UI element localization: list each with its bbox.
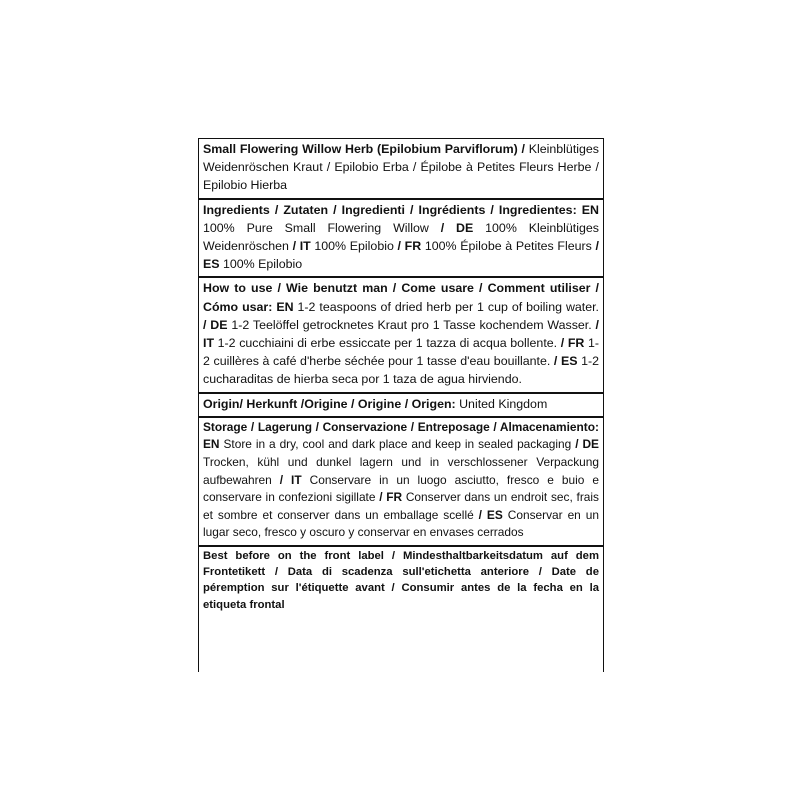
how-to-use-heading: How to use / Wie benutzt man / Come usare / Comment utiliser / Cómo usar: EN	[203, 281, 599, 314]
lang-code-es: / ES	[203, 239, 599, 272]
lang-code-es: / ES	[478, 507, 503, 522]
product-label	[198, 138, 604, 672]
storage-en: Store in a dry, cool and dark place and keep in sealed packaging	[219, 437, 576, 452]
best-before-section	[199, 545, 603, 616]
origin-value: United Kingdom	[455, 396, 548, 411]
lang-code-es: / ES	[553, 354, 578, 369]
lang-code-fr: / FR	[397, 239, 422, 254]
origin-heading: Origin/ Herkunft /Origine / Origine / Origen:	[203, 396, 456, 411]
ingredients-heading: Ingredients / Zutaten / Ingredienti / Ingrédients / Ingredientes:	[203, 202, 577, 217]
best-before-text: Best before on the front label / Mindesthaltbarkeitsdatum auf dem Frontetikett / Data di scadenza sull'etichetta anteriore / Date de péremption sur l'étiquette avant / Consumir antes de la fecha en la etiqueta frontal	[203, 550, 599, 611]
how-to-use-fr: 1-2 cuillères à café d'herbe séchée pour 1 tasse d'eau bouillante.	[203, 336, 599, 369]
lang-code-en: EN	[581, 202, 599, 217]
lang-code-en: EN	[203, 437, 220, 452]
lang-code-it: / IT	[203, 317, 599, 351]
storage-de: Trocken, kühl und dunkel lagern und in verschlossener Verpackung aufbewahren	[203, 455, 599, 487]
ingredients-en: 100% Pure Small Flowering Willow	[203, 220, 441, 235]
ingredients-section	[199, 198, 603, 277]
storage-it: Conservare in un luogo asciutto, fresco e buio e conservare in confezioni sigillate	[203, 472, 599, 505]
lang-code-de: / DE	[203, 317, 228, 332]
origin-section	[199, 392, 603, 416]
how-to-use-section	[199, 276, 603, 391]
lang-code-fr: / FR	[560, 336, 585, 351]
storage-es: Conservar en un lugar seco, fresco y oscuro y conservar en envases cerrados	[203, 507, 599, 540]
ingredients-it: 100% Epilobio	[310, 239, 398, 254]
lang-code-it: / IT	[279, 472, 302, 487]
storage-heading: Storage / Lagerung / Conservazione / Entreposage / Almacenamiento:	[203, 419, 599, 434]
ingredients-es: 100% Epilobio	[219, 257, 303, 272]
lang-code-de: / DE	[575, 437, 599, 452]
lang-code-de: / DE	[440, 220, 474, 235]
ingredients-fr: 100% Épilobe à Petites Fleurs	[421, 239, 596, 254]
how-to-use-de: 1-2 Teelöffel getrocknetes Kraut pro 1 Tasse kochendem Wasser.	[227, 317, 596, 332]
product-title-translations: Kleinblütiges Weidenröschen Kraut / Epilobio Erba / Épilobe à Petites Fleurs Herbe / Epilobio Hierba	[203, 142, 599, 193]
storage-section	[199, 416, 603, 545]
how-to-use-it: 1-2 cucchiaini di erbe essiccate per 1 tazza di acqua bollente.	[214, 336, 561, 351]
product-title-en: Small Flowering Willow Herb (Epilobium Parviflorum) /	[203, 142, 525, 156]
storage-fr: Conserver dans un endroit sec, frais et sombre et conserver dans un emballage scellé	[203, 490, 599, 522]
ingredients-de: 100% Kleinblütiges Weidenröschen	[203, 220, 599, 254]
product-title-section	[199, 139, 603, 198]
how-to-use-en: 1-2 teaspoons of dried herb per 1 cup of boiling water.	[293, 299, 599, 314]
lang-code-fr: / FR	[379, 490, 403, 505]
how-to-use-es: 1-2 cucharaditas de hierba seca por 1 taza de agua hirviendo.	[203, 354, 599, 387]
lang-code-it: / IT	[292, 239, 311, 254]
